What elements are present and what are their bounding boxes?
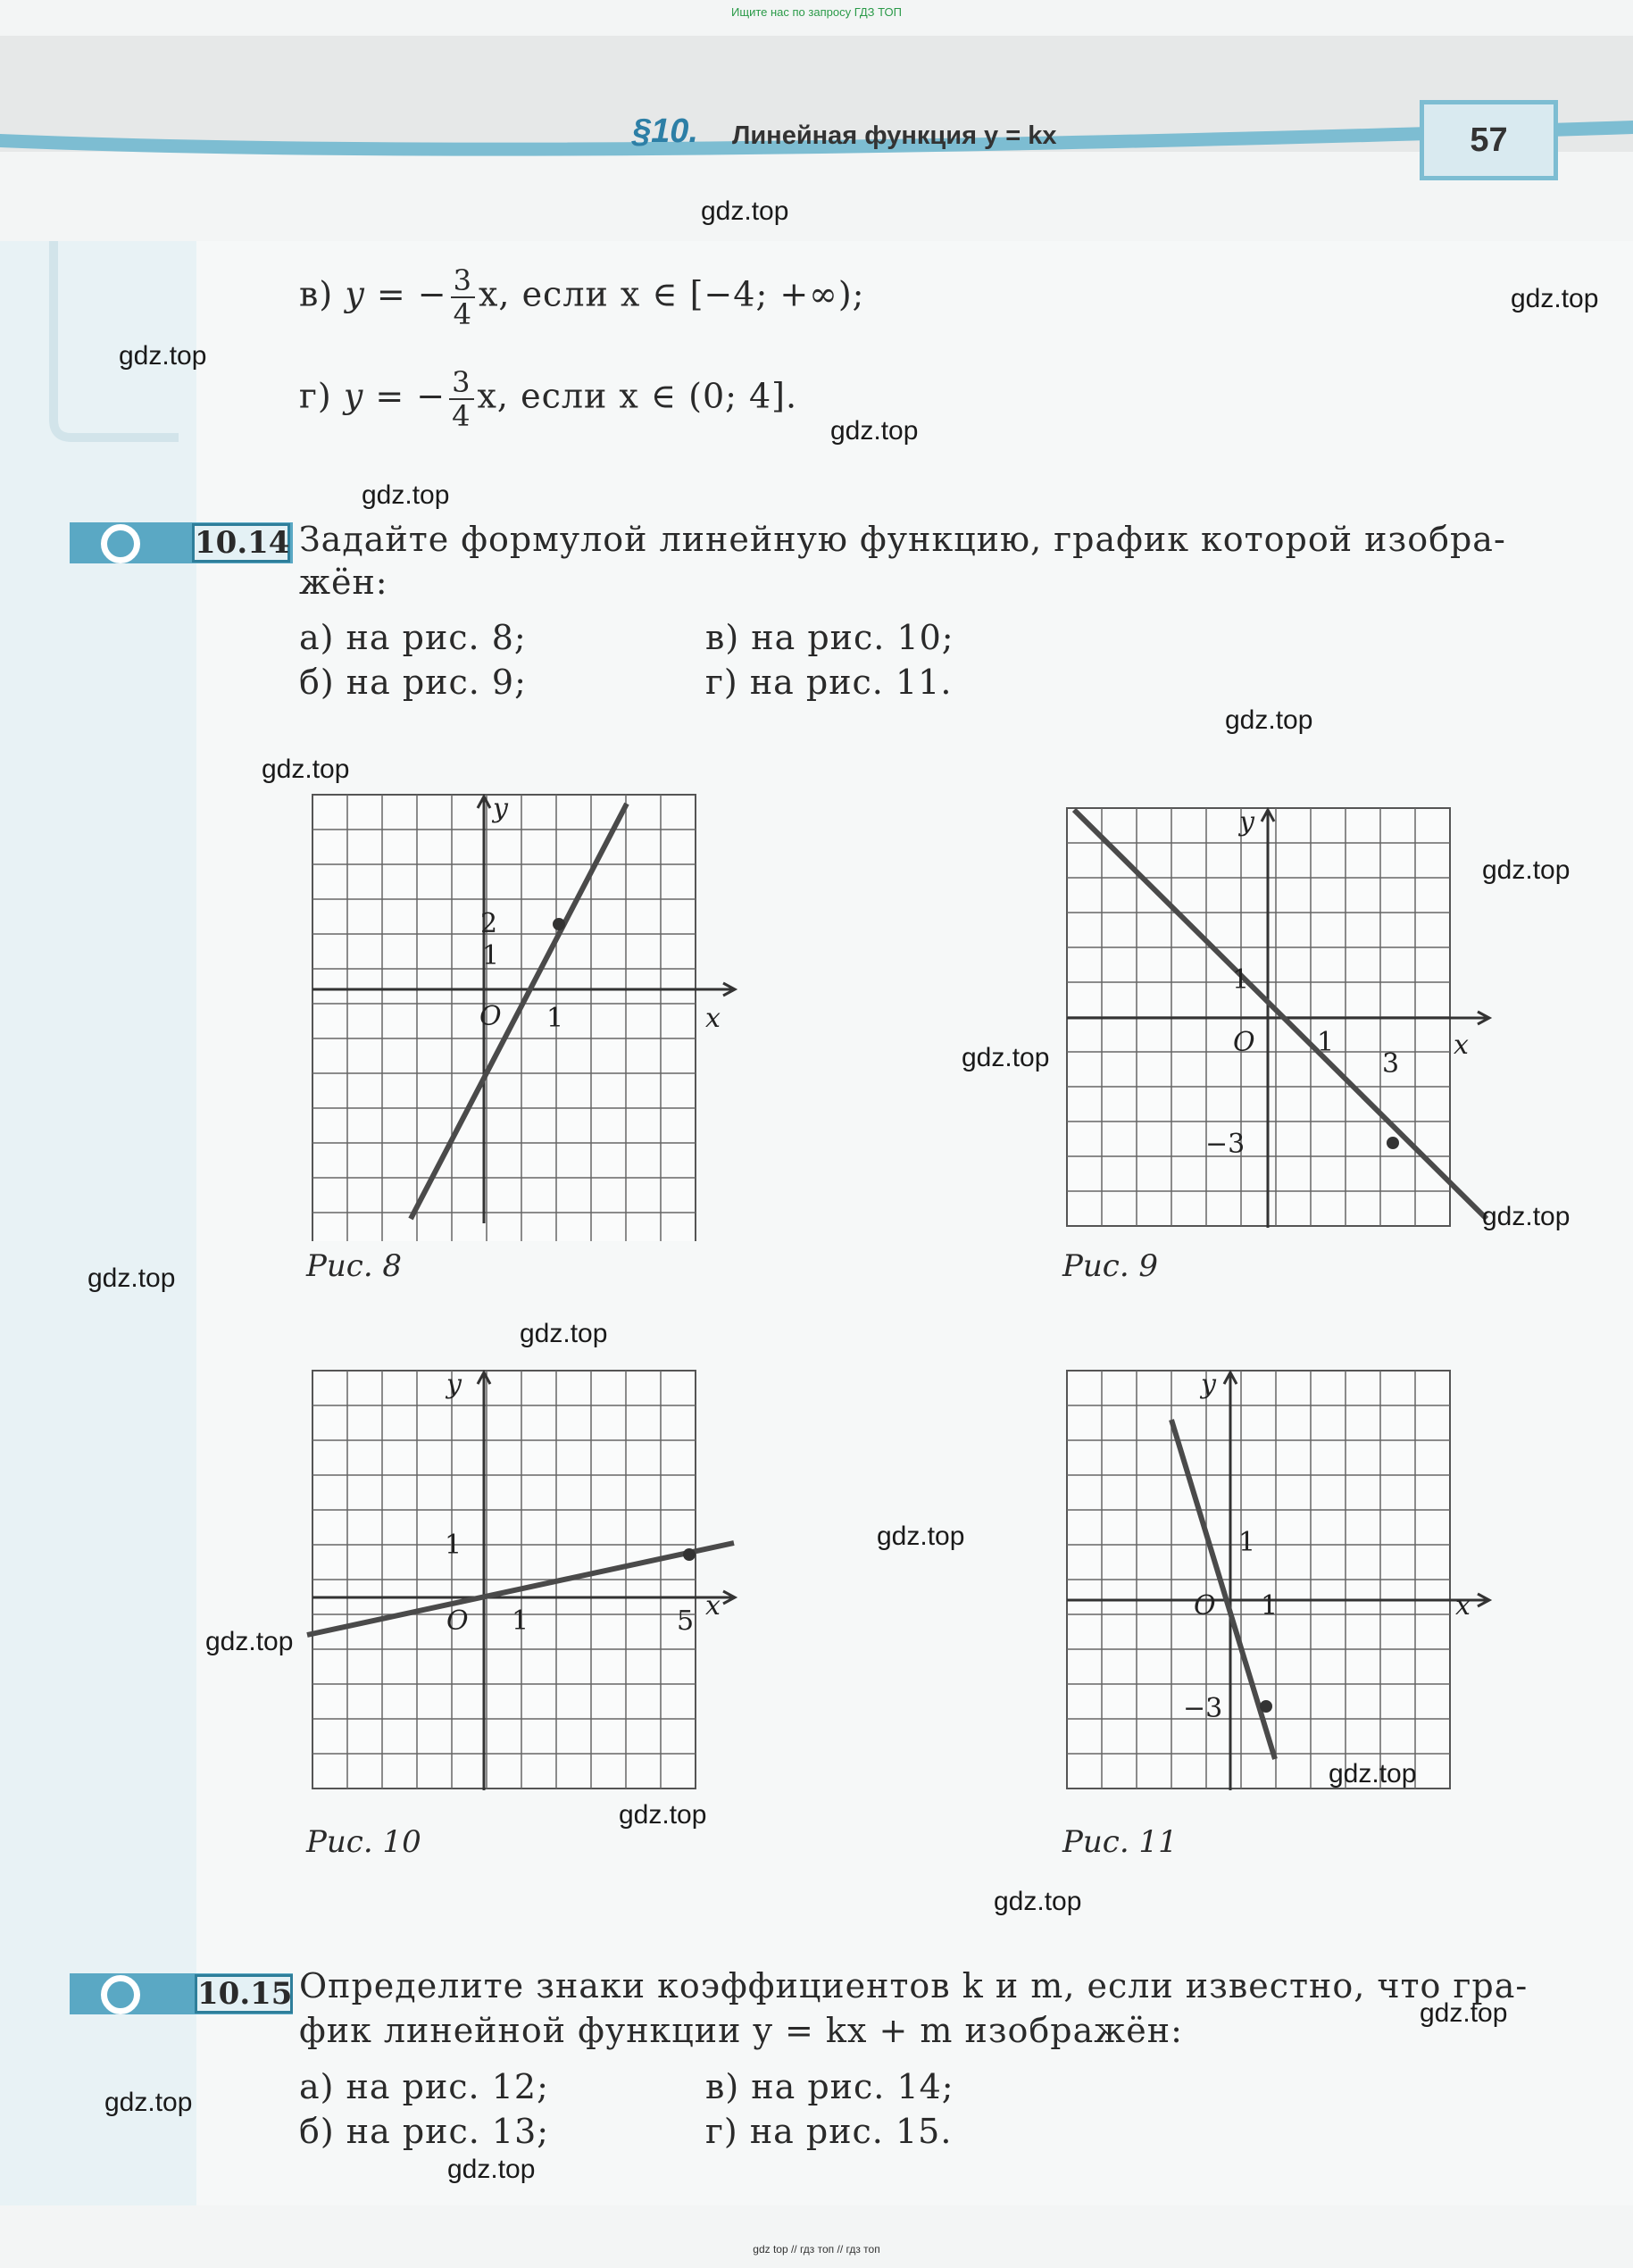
ex-10-15-item-b: б) на рис. 13; xyxy=(299,2112,550,2151)
watermark: gdz.top xyxy=(520,1319,608,1348)
watermark: gdz.top xyxy=(119,341,207,371)
figure-10-caption: Рис. 10 xyxy=(306,1824,421,1860)
circle-marker-icon xyxy=(101,1975,140,2014)
fig9-three-x: 3 xyxy=(1382,1048,1400,1080)
ex-10-15-item-a: а) на рис. 12; xyxy=(299,2067,549,2106)
ex-10-14-text-line1: Задайте формулой линейную функцию, график которой изобра- xyxy=(299,520,1506,559)
fig9-one-x: 1 xyxy=(1317,1027,1335,1058)
section-title: Линейная функция y = kx xyxy=(732,121,1057,150)
watermark: gdz.top xyxy=(447,2155,536,2184)
watermark: gdz.top xyxy=(962,1043,1050,1072)
fig11-one-y: 1 xyxy=(1238,1527,1256,1558)
fig10-x-label: x xyxy=(705,1590,721,1622)
figure-9-caption: Рис. 9 xyxy=(1062,1248,1159,1284)
ex-10-15-text-line1: Определите знаки коэффициентов k и m, если известно, что гра- xyxy=(299,1966,1529,2005)
ex-10-15-item-g: г) на рис. 15. xyxy=(705,2112,953,2151)
watermark: gdz.top xyxy=(877,1522,965,1551)
prev-task-item-v: в) y = − $\frac{3}{4}$ x, если x ∈ [−4; +∞); xyxy=(299,263,865,331)
watermark: gdz.top xyxy=(619,1800,707,1830)
watermark: gdz.top xyxy=(1329,1759,1417,1789)
ex-10-14-item-b: б) на рис. 9; xyxy=(299,663,527,702)
circle-marker-icon xyxy=(101,524,140,563)
fig10-origin: O xyxy=(446,1605,469,1637)
fig9-neg-three-y: −3 xyxy=(1205,1129,1246,1160)
fig10-y-label: y xyxy=(446,1369,462,1400)
ex-10-15-item-v: в) на рис. 14; xyxy=(705,2067,954,2106)
watermark: gdz.top xyxy=(1482,1202,1571,1231)
watermark: gdz.top xyxy=(362,480,450,510)
fig11-y-label: y xyxy=(1201,1369,1216,1400)
figure-8-caption: Рис. 8 xyxy=(306,1248,403,1284)
fig9-origin: O xyxy=(1233,1027,1255,1058)
section-number: §10. xyxy=(632,113,698,150)
ex-10-14-item-v: в) на рис. 10; xyxy=(705,618,954,657)
exercise-number-10-15: 10.15 xyxy=(195,1974,293,2014)
fig10-one-x: 1 xyxy=(512,1605,529,1637)
watermark: gdz.top xyxy=(87,1263,176,1293)
figure-10-graph xyxy=(295,1362,741,1799)
fig9-x-label: x xyxy=(1454,1030,1469,1061)
figure-8-graph xyxy=(295,786,741,1241)
fig9-one-y: 1 xyxy=(1232,964,1250,996)
bottom-link[interactable]: gdz top // гдз топ // гдз топ xyxy=(753,2243,880,2255)
figure-11-graph xyxy=(1049,1362,1496,1799)
figure-9-graph xyxy=(1049,799,1496,1237)
watermark: gdz.top xyxy=(205,1627,294,1656)
ex-10-14-text-line2: жён: xyxy=(299,563,388,602)
fig8-origin: O xyxy=(479,1001,502,1032)
prev-task-item-g: г) y = − $\frac{3}{4}$ x, если x ∈ (0; 4]. xyxy=(299,365,798,433)
fig11-origin: O xyxy=(1194,1590,1216,1622)
fig11-one-x: 1 xyxy=(1261,1590,1279,1622)
fig8-one-x: 1 xyxy=(546,1003,564,1034)
watermark: gdz.top xyxy=(994,1887,1082,1916)
watermark: gdz.top xyxy=(1482,855,1571,885)
exercise-number-10-14: 10.14 xyxy=(192,523,290,563)
fig8-two-y: 2 xyxy=(480,908,498,939)
ex-10-14-item-g: г) на рис. 11. xyxy=(705,663,953,702)
fig8-one-y: 1 xyxy=(482,940,500,971)
top-search-link[interactable]: Ищите нас по запросу ГДЗ ТОП xyxy=(731,5,902,19)
watermark: gdz.top xyxy=(104,2088,193,2117)
fig10-one-y: 1 xyxy=(445,1530,462,1561)
watermark: gdz.top xyxy=(830,416,919,446)
watermark: gdz.top xyxy=(1225,705,1313,735)
fig9-y-label: y xyxy=(1239,806,1254,838)
watermark: gdz.top xyxy=(1420,1998,1508,2028)
ex-10-14-item-a: а) на рис. 8; xyxy=(299,618,527,657)
page-number: 57 xyxy=(1420,100,1558,180)
watermark: gdz.top xyxy=(262,755,350,784)
watermark: gdz.top xyxy=(1511,284,1599,313)
fig8-y-label: y xyxy=(493,793,508,824)
fig10-five-x: 5 xyxy=(677,1605,695,1637)
figure-11-caption: Рис. 11 xyxy=(1062,1824,1178,1860)
fig8-x-label: x xyxy=(705,1003,721,1034)
watermark: gdz.top xyxy=(701,196,789,226)
fig11-x-label: x xyxy=(1455,1590,1471,1622)
fig11-neg-three-y: −3 xyxy=(1183,1693,1223,1724)
ex-10-15-text-line2: фик линейной функции y = kx + m изображён: xyxy=(299,2011,1183,2050)
